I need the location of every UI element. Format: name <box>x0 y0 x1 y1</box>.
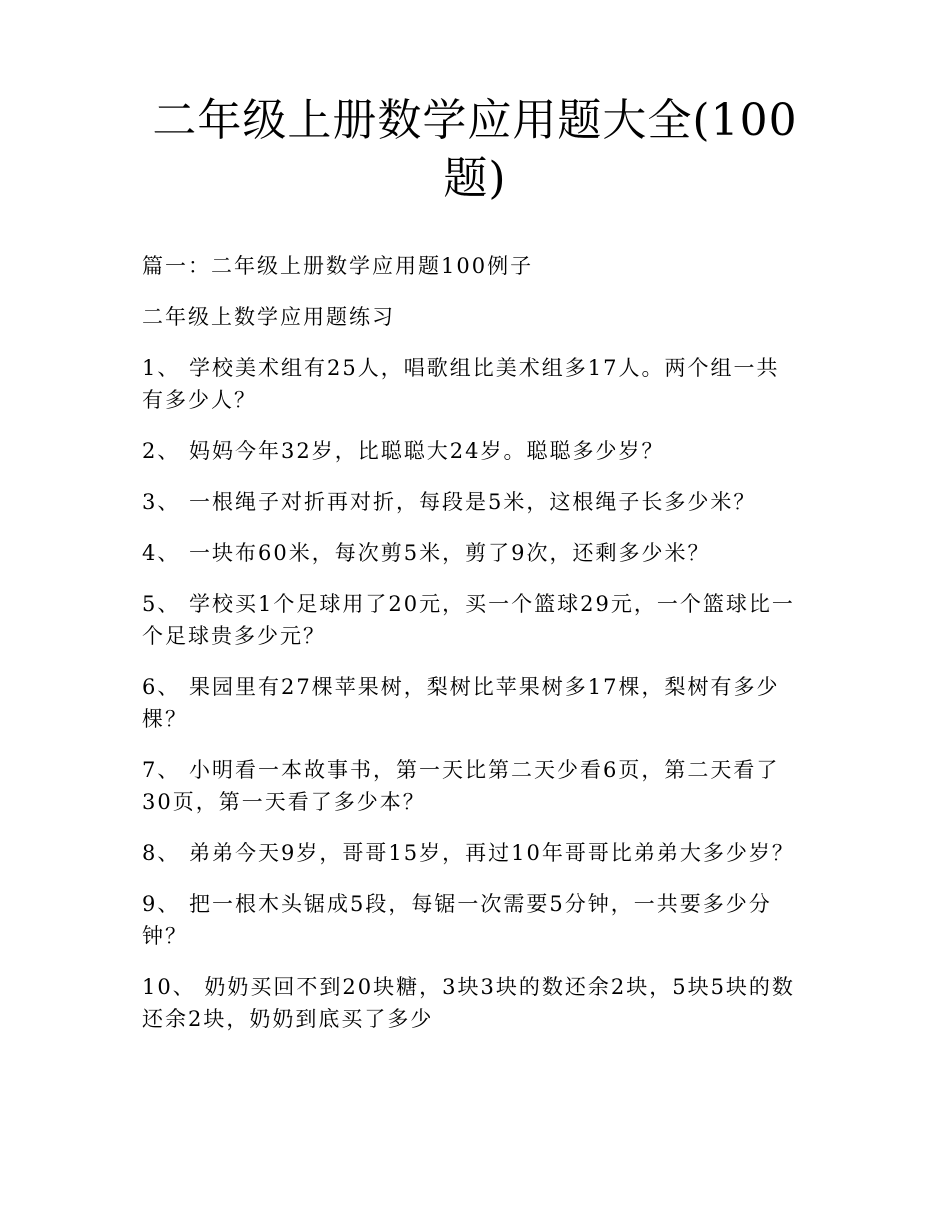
question-number: 8、 <box>142 841 181 865</box>
question-item <box>142 971 802 1035</box>
question-text: 小明看一本故事书，第一天比第二天少看6页，第二天看了30页，第一天看了多少本？ <box>142 758 780 814</box>
question-number: 2、 <box>142 439 181 463</box>
question-item <box>142 888 802 952</box>
question-number: 4、 <box>142 541 181 565</box>
question-item <box>142 486 802 518</box>
question-number: 3、 <box>142 490 181 514</box>
question-text: 把一根木头锯成5段，每锯一次需要5分钟，一共要多少分钟？ <box>142 892 772 948</box>
question-text: 妈妈今年32岁，比聪聪大24岁。聪聪多少岁？ <box>180 439 665 463</box>
question-text: 果园里有27棵苹果树，梨树比苹果树多17棵，梨树有多少棵？ <box>142 675 780 731</box>
subheading: 二年级上数学应用题练习 <box>142 305 395 329</box>
question-text: 弟弟今天9岁，哥哥15岁，再过10年哥哥比弟弟大多少岁？ <box>180 841 795 865</box>
question-number: 7、 <box>142 758 181 782</box>
question-number: 10、 <box>142 975 196 999</box>
question-text: 奶奶买回不到20块糖，3块3块的数还余2块，5块5块的数还余2块，奶奶到底买了多少 <box>142 975 795 1031</box>
question-text: 一根绳子对折再对折，每段是5米，这根绳子长多少米？ <box>180 490 757 514</box>
question-item <box>142 588 802 652</box>
question-number: 5、 <box>142 592 181 616</box>
title-line-2: 题) <box>443 153 507 204</box>
question-item <box>142 837 802 869</box>
question-item <box>142 352 802 416</box>
section-heading: 篇一：二年级上册数学应用题100例子 <box>142 254 534 278</box>
title-line-1: 二年级上册数学应用题大全(100 <box>152 95 798 146</box>
question-text: 学校美术组有25人，唱歌组比美术组多17人。两个组一共有多少人？ <box>142 356 780 412</box>
question-item <box>142 537 802 569</box>
question-number: 6、 <box>142 675 181 699</box>
document-body <box>142 250 802 1054</box>
document-title <box>0 92 950 208</box>
question-item <box>142 671 802 735</box>
question-number: 9、 <box>142 892 181 916</box>
question-item <box>142 754 802 818</box>
question-text: 一块布60米，每次剪5米，剪了9次，还剩多少米？ <box>180 541 711 565</box>
question-number: 1、 <box>142 356 181 380</box>
question-text: 学校买1个足球用了20元，买一个篮球29元，一个篮球比一个足球贵多少元？ <box>142 592 795 648</box>
question-item <box>142 435 802 467</box>
